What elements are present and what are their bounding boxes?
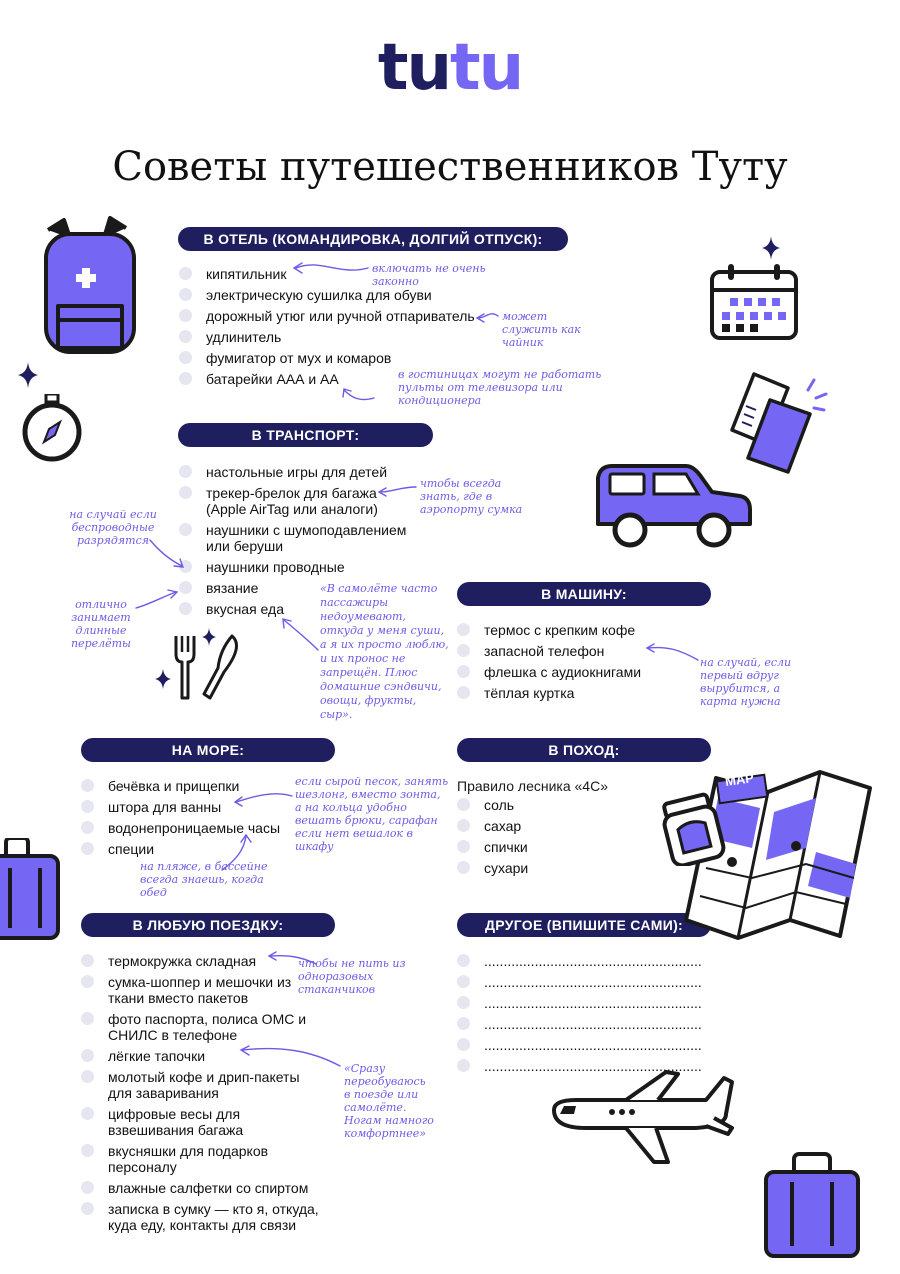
- calendar-icon: [708, 262, 800, 342]
- list-item[interactable]: тёплая куртка: [457, 685, 687, 701]
- list-item[interactable]: сахар: [457, 818, 637, 834]
- hike-intro: Правило лесника «4С»: [457, 778, 608, 794]
- note-wired-headphones: на случай если беспроводные разрядятся: [69, 508, 157, 547]
- note-knitting: отлично занимает длинные перелёты: [70, 598, 132, 650]
- section-header-hike: В ПОХОД:: [457, 738, 711, 762]
- list-item[interactable]: фото паспорта, полиса ОМС и СНИЛС в телефоне: [81, 1011, 321, 1043]
- list-item[interactable]: спички: [457, 839, 637, 855]
- section-header-car: В МАШИНУ:: [457, 582, 711, 606]
- list-item[interactable]: влажные салфетки со спиртом: [81, 1180, 321, 1196]
- write-in-line[interactable]: ........................................................: [457, 995, 697, 1011]
- list-item[interactable]: наушники с шумоподавлением или беруши: [179, 522, 419, 554]
- sparkle-icon: [18, 362, 38, 388]
- list-item[interactable]: вкусная еда: [179, 601, 419, 617]
- list-item[interactable]: вязание: [179, 580, 419, 596]
- list-item[interactable]: вкусняшки для подарков персоналу: [81, 1143, 321, 1175]
- list-item[interactable]: бечёвка и прищепки: [81, 778, 301, 794]
- list-item[interactable]: записка в сумку — кто я, откуда, куда еду, контакты для связи: [81, 1201, 321, 1233]
- section-header-sea: НА МОРЕ:: [81, 738, 335, 762]
- list-item[interactable]: наушники проводные: [179, 559, 419, 575]
- tutu-logo: tutu: [377, 31, 523, 105]
- note-mug: чтобы не пить из одноразовых стаканчиков: [298, 957, 406, 996]
- list-item[interactable]: лёгкие тапочки: [81, 1048, 321, 1064]
- sparkle-icon: [155, 668, 171, 690]
- list-item[interactable]: кипятильник: [179, 266, 489, 282]
- write-in-line[interactable]: ........................................................: [457, 1016, 697, 1032]
- list-item[interactable]: настольные игры для детей: [179, 464, 419, 480]
- car-icon: [594, 462, 754, 550]
- list-item[interactable]: термос с крепким кофе: [457, 622, 687, 638]
- fork-knife-icon: [170, 632, 242, 702]
- list-item[interactable]: дорожный утюг или ручной отпариватель: [179, 308, 489, 324]
- note-tracker: чтобы всегда знать, где в аэропорту сумка: [420, 477, 523, 516]
- list-item[interactable]: сухари: [457, 860, 637, 876]
- sparkle-icon: [762, 236, 780, 260]
- list-item[interactable]: сумка-шоппер и мешочки из ткани вместо пакетов: [81, 974, 321, 1006]
- write-in-line[interactable]: ........................................................: [457, 1037, 697, 1053]
- backpack-icon: [30, 208, 145, 358]
- plane-icon: [546, 1070, 736, 1166]
- page-title: Советы путешественников Туту: [112, 144, 788, 190]
- list-item[interactable]: запасной телефон: [457, 643, 687, 659]
- note-slippers: «Сразу переобуваюсь в поезде или самолёте. Ногам намного комфортнее»: [344, 1062, 434, 1140]
- note-kettle: включать не очень законно: [372, 262, 486, 288]
- note-shower-curtain: если сырой песок, занять шезлонг, вместо зонта, а на кольца удобно вешать брюки, сарафан если нет вешалок в шкафу: [295, 775, 449, 853]
- section-header-any: В ЛЮБУЮ ПОЕЗДКУ:: [81, 913, 335, 937]
- map-label: MAP: [724, 770, 755, 789]
- list-item[interactable]: водонепроницаемые часы: [81, 820, 301, 836]
- list-item[interactable]: трекер-брелок для багажа (Apple AirTag или аналоги): [179, 485, 419, 517]
- tickets-icon: [726, 368, 830, 476]
- note-phone: на случай, если первый вдруг вырубится, а карта нужна: [700, 656, 792, 708]
- write-in-line[interactable]: ........................................................: [457, 953, 697, 969]
- suitcase-icon: [762, 1152, 862, 1260]
- list-item[interactable]: батарейки ААА и АА: [179, 371, 489, 387]
- section-header-other: ДРУГОЕ (ВПИШИТЕ САМИ):: [457, 913, 711, 937]
- list-item[interactable]: электрическую сушилка для обуви: [179, 287, 489, 303]
- write-in-line[interactable]: ........................................................: [457, 974, 697, 990]
- list-item[interactable]: термокружка складная: [81, 953, 321, 969]
- compass-icon: [20, 394, 84, 464]
- list-item[interactable]: флешка с аудиокнигами: [457, 664, 687, 680]
- section-header-hotel: В ОТЕЛЬ (КОМАНДИРОВКА, ДОЛГИЙ ОТПУСК):: [178, 227, 568, 251]
- list-item[interactable]: фумигатор от мух и комаров: [179, 350, 489, 366]
- note-batteries: в гостиницах могут не работать пульты от телевизора или кондиционера: [398, 368, 602, 407]
- note-food: «В самолёте часто пассажиры недоумевают, откуда у меня суши, а я их просто люблю, и их пронос не запрещён. Плюс домашние сэндвичи, овощи, фрукты, сыр».: [320, 582, 449, 721]
- list-item[interactable]: цифровые весы для взвешивания багажа: [81, 1106, 321, 1138]
- write-in-line[interactable]: ........................................................: [457, 1058, 697, 1074]
- list-item[interactable]: молотый кофе и дрип-пакеты для заваривания: [81, 1069, 321, 1101]
- note-watch: на пляже, в бассейне всегда знаешь, когда обед: [140, 860, 268, 899]
- section-header-transport: В ТРАНСПОРТ:: [178, 423, 433, 447]
- list-item[interactable]: штора для ванны: [81, 799, 301, 815]
- list-item[interactable]: соль: [457, 797, 637, 813]
- suitcase-icon: [0, 838, 64, 942]
- jar-icon: [660, 790, 726, 866]
- list-item[interactable]: специи: [81, 841, 301, 857]
- list-item[interactable]: удлинитель: [179, 329, 489, 345]
- note-iron: может служить как чайник: [502, 310, 581, 349]
